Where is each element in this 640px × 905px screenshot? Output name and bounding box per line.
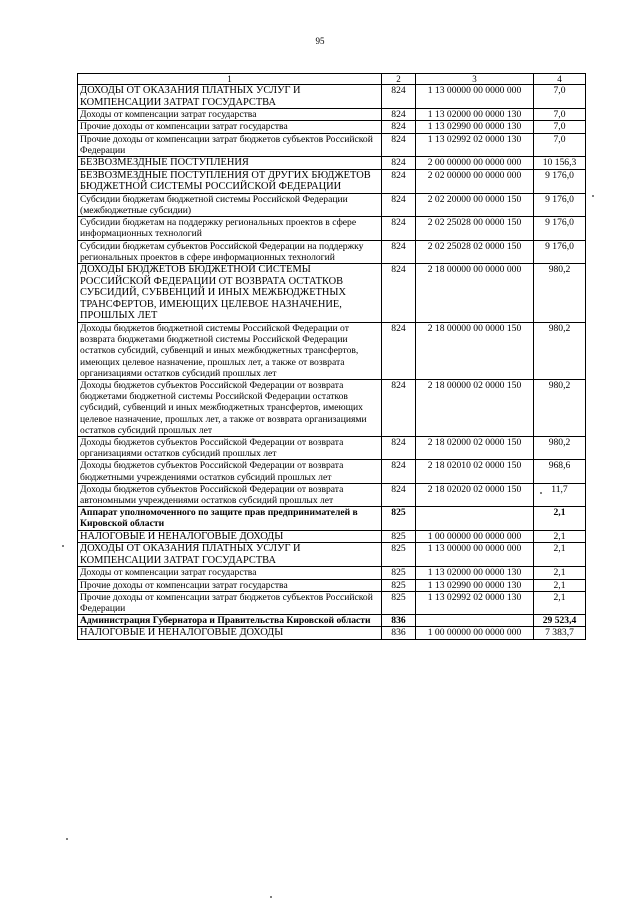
row-admin-code: 824: [382, 322, 416, 379]
row-budget-code: 1 13 02992 02 0000 130: [416, 133, 534, 156]
row-budget-code: 1 13 02000 00 0000 130: [416, 567, 534, 579]
row-amount: 7,0: [534, 133, 586, 156]
row-budget-code: 2 18 02010 02 0000 150: [416, 460, 534, 483]
row-admin-code: 824: [382, 109, 416, 121]
row-amount: 2,1: [534, 591, 586, 614]
row-name: Прочие доходы от компенсации затрат государства: [78, 579, 382, 591]
header-col-4: 4: [534, 74, 586, 85]
row-admin-code: 824: [382, 264, 416, 323]
row-admin-code: 824: [382, 157, 416, 170]
row-amount: 7 383,7: [534, 627, 586, 640]
row-budget-code: 1 13 02992 02 0000 130: [416, 591, 534, 614]
row-budget-code: 1 13 02000 00 0000 130: [416, 109, 534, 121]
row-amount: 968,6: [534, 460, 586, 483]
row-budget-code: 2 02 25028 00 0000 150: [416, 217, 534, 240]
row-admin-code: 824: [382, 483, 416, 506]
row-amount: 9 176,0: [534, 240, 586, 263]
scan-speck: [270, 896, 272, 898]
row-admin-code: 824: [382, 169, 416, 193]
row-admin-code: 824: [382, 193, 416, 216]
row-amount: 980,2: [534, 322, 586, 379]
table-row: [78, 121, 586, 133]
table-row: [78, 169, 586, 193]
row-admin-code: 824: [382, 379, 416, 436]
row-budget-code: 2 18 00000 00 0000 000: [416, 264, 534, 323]
row-budget-code: 2 02 25028 02 0000 150: [416, 240, 534, 263]
row-admin-code: 824: [382, 460, 416, 483]
row-amount: 29 523,4: [534, 615, 586, 627]
table-row: [78, 109, 586, 121]
row-name: Прочие доходы от компенсации затрат бюджетов субъектов Российской Федерации: [78, 591, 382, 614]
header-col-3: 3: [416, 74, 534, 85]
scan-speck: [540, 492, 542, 494]
header-col-1: 1: [78, 74, 382, 85]
table-row: [78, 460, 586, 483]
row-budget-code: 1 00 00000 00 0000 000: [416, 627, 534, 640]
table-row: [78, 193, 586, 216]
row-budget-code: 1 13 00000 00 0000 000: [416, 543, 534, 567]
row-budget-code: 2 18 02000 02 0000 150: [416, 437, 534, 460]
row-admin-code: 825: [382, 567, 416, 579]
row-amount: 7,0: [534, 85, 586, 109]
revenue-table: [77, 73, 586, 640]
row-budget-code: 2 18 02020 02 0000 150: [416, 483, 534, 506]
header-row: [78, 74, 586, 85]
row-admin-code: 824: [382, 217, 416, 240]
row-name: ДОХОДЫ БЮДЖЕТОВ БЮДЖЕТНОЙ СИСТЕМЫ РОССИЙСКОЙ ФЕДЕРАЦИИ ОТ ВОЗВРАТА ОСТАТКОВ СУБСИДИЙ, СУБВЕНЦИЙ И ИНЫХ МЕЖБЮДЖЕТНЫХ ТРАНСФЕРТОВ, ИМЕЮЩИХ ЦЕЛЕВОЕ НАЗНАЧЕНИЕ, ПРОШЛЫХ ЛЕТ: [78, 264, 382, 323]
table-row: [78, 379, 586, 436]
row-name: ДОХОДЫ ОТ ОКАЗАНИЯ ПЛАТНЫХ УСЛУГ И КОМПЕНСАЦИИ ЗАТРАТ ГОСУДАРСТВА: [78, 85, 382, 109]
table-row: [78, 217, 586, 240]
table-row: [78, 615, 586, 627]
table-row: [78, 627, 586, 640]
row-name: Доходы бюджетов бюджетной системы Российской Федерации от возврата бюджетами бюджетной системы Российской Федерации остатков субсидий, субвенций и иных межбюджетных трансфертов, имеющих целевое назначение, прошлых лет, а также от возврата организациями остатков субсидий прошлых лет: [78, 322, 382, 379]
table-row: [78, 530, 586, 543]
row-budget-code: 2 02 20000 00 0000 150: [416, 193, 534, 216]
row-amount: 7,0: [534, 121, 586, 133]
scan-speck: [62, 545, 64, 547]
row-name: Доходы от компенсации затрат государства: [78, 567, 382, 579]
table-row: [78, 579, 586, 591]
row-name: Прочие доходы от компенсации затрат государства: [78, 121, 382, 133]
header-col-2: 2: [382, 74, 416, 85]
row-amount: 980,2: [534, 379, 586, 436]
row-amount: 9 176,0: [534, 217, 586, 240]
row-name: Аппарат уполномоченного по защите прав предпринимателей в Кировской области: [78, 507, 382, 530]
row-amount: 9 176,0: [534, 169, 586, 193]
row-amount: 980,2: [534, 264, 586, 323]
row-name: Субсидии бюджетам бюджетной системы Российской Федерации (межбюджетные субсидии): [78, 193, 382, 216]
row-amount: 980,2: [534, 437, 586, 460]
row-name: Администрация Губернатора и Правительства Кировской области: [78, 615, 382, 627]
row-budget-code: 2 18 00000 02 0000 150: [416, 379, 534, 436]
row-name: НАЛОГОВЫЕ И НЕНАЛОГОВЫЕ ДОХОДЫ: [78, 627, 382, 640]
row-name: НАЛОГОВЫЕ И НЕНАЛОГОВЫЕ ДОХОДЫ: [78, 530, 382, 543]
table-row: [78, 543, 586, 567]
row-admin-code: 836: [382, 627, 416, 640]
row-budget-code: 1 13 02990 00 0000 130: [416, 121, 534, 133]
table-row: [78, 507, 586, 530]
row-name: Доходы бюджетов субъектов Российской Федерации от возврата организациями остатков субсидий прошлых лет: [78, 437, 382, 460]
table-row: [78, 591, 586, 614]
row-amount: 2,1: [534, 567, 586, 579]
row-budget-code: 2 18 00000 00 0000 150: [416, 322, 534, 379]
table-row: [78, 264, 586, 323]
row-budget-code: 2 02 00000 00 0000 000: [416, 169, 534, 193]
row-name: Доходы бюджетов субъектов Российской Федерации от возврата бюджетными учреждениями остатков субсидий прошлых лет: [78, 460, 382, 483]
row-amount: 10 156,3: [534, 157, 586, 170]
row-admin-code: 824: [382, 85, 416, 109]
row-name: БЕЗВОЗМЕЗДНЫЕ ПОСТУПЛЕНИЯ: [78, 157, 382, 170]
row-name: Субсидии бюджетам на поддержку региональных проектов в сфере информационных технологий: [78, 217, 382, 240]
row-admin-code: 824: [382, 133, 416, 156]
row-admin-code: 825: [382, 507, 416, 530]
row-amount: 2,1: [534, 543, 586, 567]
row-admin-code: 824: [382, 121, 416, 133]
table-row: [78, 133, 586, 156]
row-name: Доходы бюджетов субъектов Российской Федерации от возврата бюджетами бюджетной системы Российской Федерации остатков субсидий, субвенций и иных межбюджетных трансфертов, имеющих целевое назначение, прошлых лет, а также от возврата организациями остатков субсидий прошлых лет: [78, 379, 382, 436]
table-row: [78, 322, 586, 379]
row-name: Прочие доходы от компенсации затрат бюджетов субъектов Российской Федерации: [78, 133, 382, 156]
row-name: БЕЗВОЗМЕЗДНЫЕ ПОСТУПЛЕНИЯ ОТ ДРУГИХ БЮДЖЕТОВ БЮДЖЕТНОЙ СИСТЕМЫ РОССИЙСКОЙ ФЕДЕРАЦИИ: [78, 169, 382, 193]
row-amount: 7,0: [534, 109, 586, 121]
table-row: [78, 240, 586, 263]
row-budget-code: 1 13 02990 00 0000 130: [416, 579, 534, 591]
page-number: 95: [315, 36, 325, 46]
row-name: Доходы от компенсации затрат государства: [78, 109, 382, 121]
scan-speck: [592, 195, 594, 197]
row-admin-code: 824: [382, 437, 416, 460]
row-amount: 2,1: [534, 507, 586, 530]
row-budget-code: [416, 615, 534, 627]
table-row: [78, 85, 586, 109]
row-budget-code: 1 00 00000 00 0000 000: [416, 530, 534, 543]
row-amount: 2,1: [534, 579, 586, 591]
row-name: Доходы бюджетов субъектов Российской Федерации от возврата автономными учреждениями остатков субсидий прошлых лет: [78, 483, 382, 506]
row-budget-code: [416, 507, 534, 530]
row-name: Субсидии бюджетам субъектов Российской Федерации на поддержку региональных проектов в сфере информационных технологий: [78, 240, 382, 263]
row-admin-code: 825: [382, 530, 416, 543]
row-admin-code: 836: [382, 615, 416, 627]
row-admin-code: 825: [382, 591, 416, 614]
row-admin-code: 824: [382, 240, 416, 263]
row-budget-code: 1 13 00000 00 0000 000: [416, 85, 534, 109]
table-row: [78, 483, 586, 506]
row-name: ДОХОДЫ ОТ ОКАЗАНИЯ ПЛАТНЫХ УСЛУГ И КОМПЕНСАЦИИ ЗАТРАТ ГОСУДАРСТВА: [78, 543, 382, 567]
row-admin-code: 825: [382, 543, 416, 567]
row-budget-code: 2 00 00000 00 0000 000: [416, 157, 534, 170]
row-amount: 11,7: [534, 483, 586, 506]
row-amount: 2,1: [534, 530, 586, 543]
table-row: [78, 567, 586, 579]
scan-speck: [66, 838, 68, 840]
table-row: [78, 437, 586, 460]
row-amount: 9 176,0: [534, 193, 586, 216]
row-admin-code: 825: [382, 579, 416, 591]
table-row: [78, 157, 586, 170]
